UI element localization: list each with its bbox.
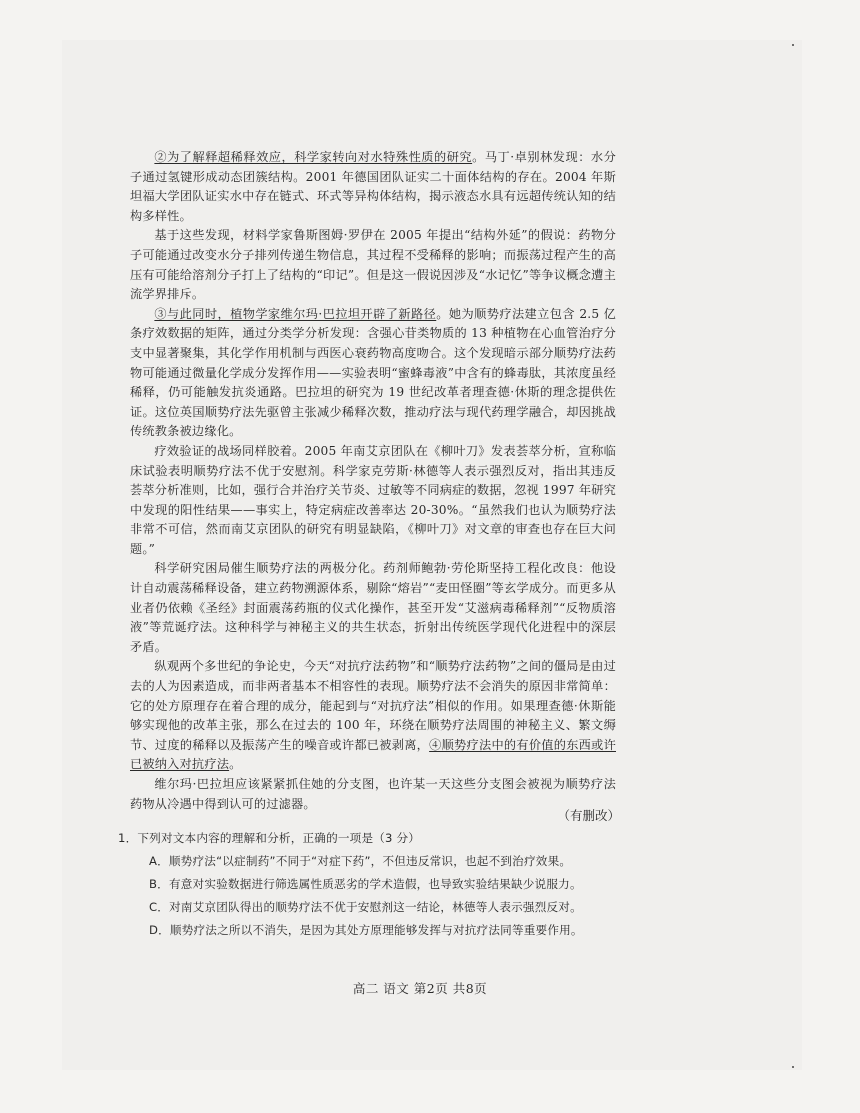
underlined-sentence-3: ③与此同时，植物学家维尔玛·巴拉坦开辟了新路径	[154, 306, 437, 321]
passage-paragraph-7: 维尔玛·巴拉坦应该紧紧抓住她的分支图，也许某一天这些分支图会被视为顺势疗法药物从冷遇中得到认可的过滤器。	[130, 777, 616, 811]
passage-paragraph-1: ②为了解释超稀释效应，科学家转向对水特殊性质的研究。马丁·卓别林发现：水分子通过氢键形成动态团簇结构。2001 年德国团队证实二十面体结构的存在。2004 年斯坦福大学团队证实水中存在链式、环式等异构体结构，揭示液态水具有远超传统认知的结构多样性。	[130, 150, 616, 223]
underlined-sentence-4: ④顺势疗法中的有价值的东西或许已被纳入对抗疗法	[130, 737, 616, 772]
option-b: B．有意对实验数据进行筛选属性质恶劣的学术造假，也导致实验结果缺少说服力。	[149, 877, 582, 891]
page-footer: 高二 语文 第2页 共8页	[352, 981, 488, 996]
question-1	[118, 827, 628, 942]
passage-paragraph-5: 科学研究困局催生顺势疗法的两极分化。药剂师鲍勃·劳伦斯坚持工程化改良：他设计自动震荡稀释设备，建立药物溯源体系，剔除“熔岩”“麦田怪圈”等玄学成分。而更多从业者仍依赖《圣经》封面震荡药瓶的仪式化操作，甚至开发“艾滋病毒稀释剂”“反物质溶液”等荒诞疗法。这种科学与神秘主义的共生状态，折射出传统医学现代化进程中的深层矛盾。	[130, 561, 616, 654]
passage-paragraph-6: 纵观两个多世纪的争论史，今天“对抗疗法药物”和“顺势疗法药物”之间的僵局是由过去的人为因素造成，而非两者基本不相容性的表现。顺势疗法不会消失的原因非常简单：它的处方原理存在着合理的成分，能起到与“对抗疗法”相似的作用。如果理查德·休斯能够实现他的改革主张，那么在过去的 100 年，环绕在顺势疗法周围的神秘主义、繁文缛节、过度的稀释以及振荡产生的噪音或许都已被剥离，④顺势疗法中的有价值的东西或许已被纳入对抗疗法。	[130, 659, 616, 772]
question-stem: 1．下列对文本内容的理解和分析，正确的一项是（3 分）	[118, 831, 421, 845]
option-c: C．对南艾京团队得出的顺势疗法不优于安慰剂这一结论，林德等人表示强烈反对。	[149, 900, 582, 914]
underlined-sentence-2: ②为了解释超稀释效应，科学家转向对水特殊性质的研究	[154, 150, 473, 164]
option-a: A．顺势疗法“以症制药”不同于“对症下药”，不但违反常识，也起不到治疗效果。	[149, 854, 572, 868]
scan-speck	[792, 44, 794, 46]
passage-paragraph-3: ③与此同时，植物学家维尔玛·巴拉坦开辟了新路径。她为顺势疗法建立包含 2.5 亿条疗效数据的矩阵，通过分类学分析发现：含强心苷类物质的 13 种植物在心血管治疗分支中显著聚集，其化学作用机制与西医心衰药物高度吻合。这个发现暗示部分顺势疗法药物可能通过微量化学成分发挥作用——实验表明“蜜蜂毒液”中含有的蜂毒肽，其浓度虽经稀释，仍可能触发抗炎通路。巴拉坦的研究为 19 世纪改革者理查德·休斯的理念提供佐证。这位英国顺势疗法先驱曾主张减少稀释次数，推动疗法与现代药理学融合，却因挑战传统教条被边缘化。	[130, 306, 616, 439]
passage-paragraph-4: 疗效验证的战场同样胶着。2005 年南艾京团队在《柳叶刀》发表荟萃分析，宣称临床试验表明顺势疗法不优于安慰剂。科学家克劳斯·林德等人表示强烈反对，指出其违反荟萃分析准则，比如，强行合并治疗关节炎、过敏等不同病症的数据，忽视 1997 年研究中发现的阳性结果——事实上，特定病症改善率达 20-30%。“虽然我们也认为顺势疗法非常不可信，然而南艾京团队的研究有明显缺陷，《柳叶刀》对文章的审查也存在巨大问题。”	[130, 443, 616, 556]
scan-speck	[792, 1066, 794, 1068]
option-d: D．顺势疗法之所以不消失，是因为其处方原理能够发挥与对抗疗法同等重要作用。	[149, 923, 583, 937]
source-note: （有删改）	[557, 808, 620, 823]
reading-passage	[130, 148, 616, 814]
passage-paragraph-2: 基于这些发现，材料学家鲁斯图姆·罗伊在 2005 年提出“结构外延”的假说：药物分子可能通过改变水分子排列传递生物信息，其过程不受稀释的影响；而振荡过程产生的高压有可能给溶剂分子打上了结构的“印记”。但是这一假说因涉及“水记忆”等争议概念遭主流学界排斥。	[130, 228, 616, 302]
